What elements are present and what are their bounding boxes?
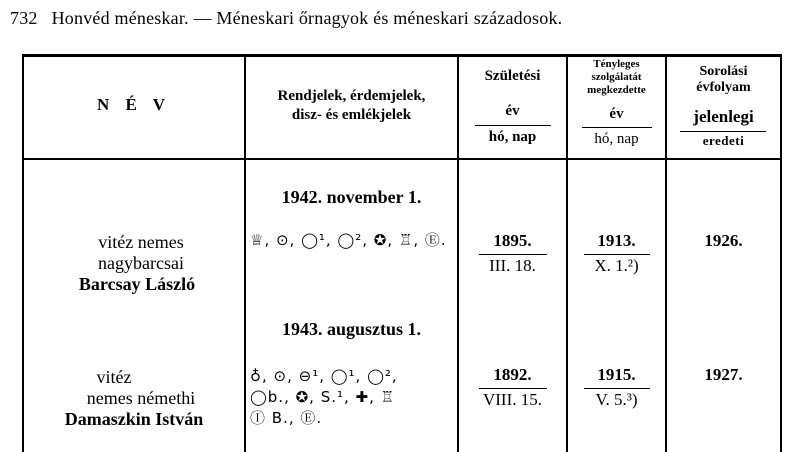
- birth-value-rule: [479, 388, 547, 389]
- column-header-decorations-line2: disz- és emlékjelek: [291, 107, 412, 123]
- service-monthday-label: hó, nap: [594, 131, 639, 147]
- column-header-birth: Születési: [484, 68, 541, 84]
- person-name-line1: vitéz nemes: [98, 232, 184, 252]
- birth-monthday: VIII. 15.: [482, 390, 542, 409]
- decorations-list: ♕, ⊙, ◯¹, ◯², ✪, ♖, Ⓔ.: [250, 231, 447, 249]
- column-header-seniority-line1: Sorolási: [699, 64, 748, 79]
- seniority-subheader-rule: [680, 131, 766, 132]
- page-number: 732: [10, 8, 38, 28]
- person-name-surname: Barcsay László: [78, 274, 196, 294]
- seniority-current-label: jelenlegi: [693, 107, 754, 126]
- birth-value-rule: [479, 254, 547, 255]
- decorations-list-line3: Ⓘ B., Ⓔ.: [250, 409, 323, 427]
- person-name-surname: Damaszkin István: [64, 409, 204, 429]
- service-value-rule: [584, 388, 650, 389]
- service-monthday: X. 1.²): [594, 256, 639, 275]
- table-right-border: [780, 54, 782, 452]
- service-monthday: V. 5.³): [595, 390, 638, 409]
- page-header: [10, 8, 790, 29]
- service-subheader-rule: [582, 127, 652, 128]
- table-top-rule: [22, 54, 782, 57]
- birth-year: 1895.: [493, 231, 532, 250]
- birth-year-label: év: [505, 103, 520, 119]
- person-name-line1: vitéz: [96, 367, 132, 387]
- service-year-label: év: [609, 106, 624, 122]
- seniority-year: 1926.: [704, 231, 743, 250]
- column-header-service-line2: szolgálatát: [591, 71, 642, 83]
- column-header-name: N É V: [96, 95, 172, 114]
- decorations-list-line1: ♁, ⊙, ⊖¹, ◯¹, ◯²,: [250, 367, 398, 385]
- birth-monthday-label: hó, nap: [488, 129, 537, 145]
- birth-monthday: III. 18.: [489, 256, 536, 275]
- seniority-year: 1927.: [704, 365, 743, 384]
- column-header-seniority-line2: évfolyam: [696, 80, 751, 95]
- column-header-service-line3: megkezdette: [587, 84, 646, 96]
- service-year: 1915.: [597, 365, 636, 384]
- decorations-list-line2: ◯b., ✪, S.¹, ✚, ♖: [250, 388, 396, 406]
- person-name-line2: nemes némethi: [86, 388, 196, 408]
- service-value-rule: [584, 254, 650, 255]
- column-header-service-line1: Tényleges: [593, 58, 640, 70]
- group-date-2: 1943. augusztus 1.: [281, 319, 422, 339]
- seniority-original-label: eredeti: [702, 133, 745, 148]
- group-date-1: 1942. november 1.: [281, 187, 422, 207]
- page-title: Honvéd méneskar. — Méneskari őrnagyok és méneskari századosok.: [51, 8, 563, 28]
- birth-subheader-rule: [475, 125, 551, 126]
- header-bottom-rule: [22, 158, 782, 160]
- service-year: 1913.: [597, 231, 636, 250]
- birth-year: 1892.: [493, 365, 532, 384]
- person-name-line2: nagybarcsai: [98, 253, 184, 273]
- column-header-decorations-line1: Rendjelek, érdemjelek,: [277, 88, 426, 104]
